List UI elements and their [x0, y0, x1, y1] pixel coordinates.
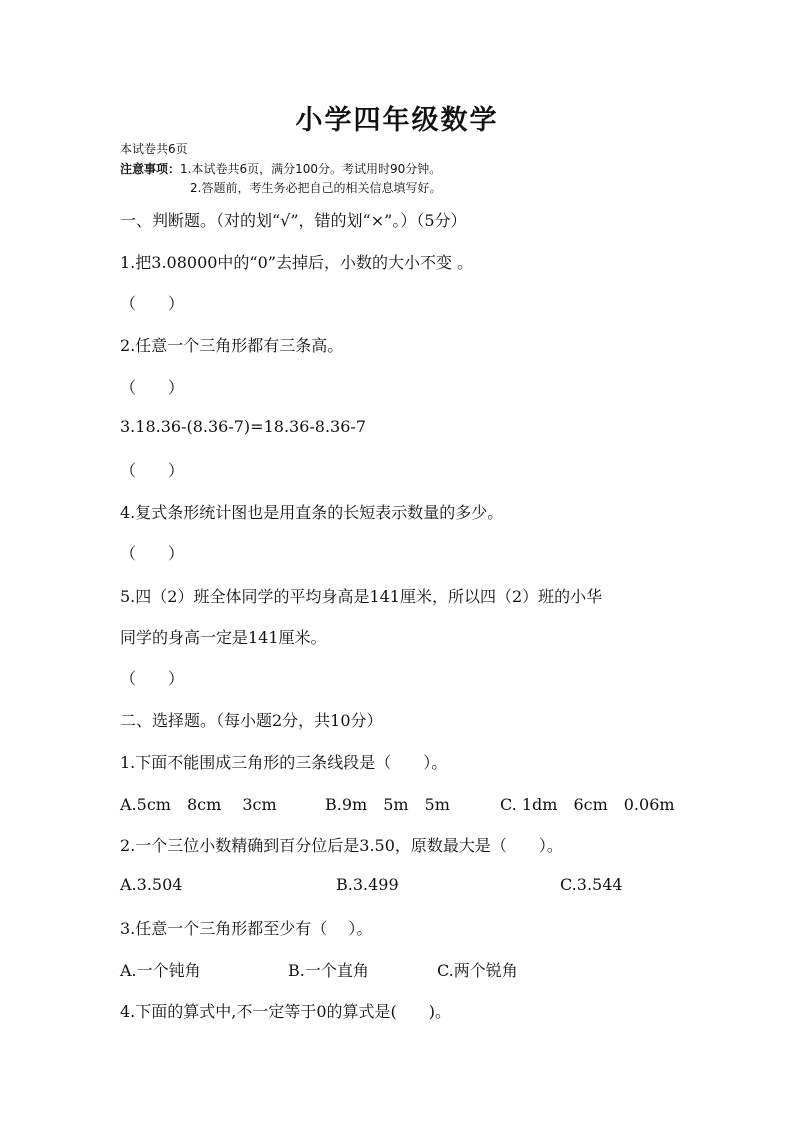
s1-question-1: 1.把3.08000中的“0”去掉后，小数的大小不变 。: [120, 253, 474, 272]
s2-question-3: 3.任意一个三角形都至少有（ ）。: [120, 919, 373, 938]
section2-heading: 二、选择题。（每小题2分，共10分）: [120, 711, 383, 730]
notice-item-2: 2.答题前，考生务必把自己的相关信息填写好。: [190, 181, 442, 195]
notice-line-1: [120, 160, 441, 177]
s2-q2-option-b: B.3.499: [336, 875, 399, 894]
s2-question-2: 2.一个三位小数精确到百分位后是3.50，原数最大是（ ）。: [120, 836, 563, 855]
s1-answer-2: （ ）: [120, 378, 185, 397]
s1-question-4: 4.复式条形统计图也是用直条的长短表示数量的多少。: [120, 503, 504, 522]
s2-q1-option-b: B.9m 5m 5m: [325, 795, 450, 814]
s1-question-5-line-1: 5.四（2）班全体同学的平均身高是141厘米，所以四（2）班的小华: [120, 587, 603, 606]
notice-label: 注意事项：: [120, 162, 181, 176]
s1-answer-5: （ ）: [120, 669, 185, 688]
s2-question-1: 1.下面不能围成三角形的三条线段是（ ）。: [120, 753, 448, 772]
s2-q3-option-c: C.两个锐角: [437, 961, 518, 980]
notice-item-1: 1.本试卷共6页，满分100分。考试用时90分钟。: [180, 162, 442, 176]
s2-q3-option-a: A.一个钝角: [120, 961, 201, 980]
s1-question-2: 2.任意一个三角形都有三条高。: [120, 336, 344, 355]
s2-q2-option-a: A.3.504: [120, 875, 183, 894]
page-count-note: 本试卷共6页: [120, 142, 188, 156]
s2-q1-option-c: C. 1dm 6cm 0.06m: [500, 795, 675, 814]
s2-q2-option-c: C.3.544: [560, 875, 623, 894]
s1-answer-4: （ ）: [120, 544, 185, 563]
s1-answer-1: （ ）: [120, 294, 185, 313]
s2-q3-option-b: B.一个直角: [288, 961, 369, 980]
page-title: 小学四年级数学: [295, 105, 499, 136]
section1-heading: 一、判断题。（对的划“√”，错的划“×”。）（5分）: [120, 211, 467, 230]
s2-question-4: 4.下面的算式中,不一定等于0的算式是( )。: [120, 1002, 452, 1021]
s1-question-3: 3.18.36-(8.36-7)=18.36-8.36-7: [120, 417, 366, 436]
s2-q1-option-a: A.5cm 8cm 3cm: [120, 795, 277, 814]
s1-question-5-line-2: 同学的身高一定是141厘米。: [120, 628, 327, 647]
s1-answer-3: （ ）: [120, 461, 185, 480]
